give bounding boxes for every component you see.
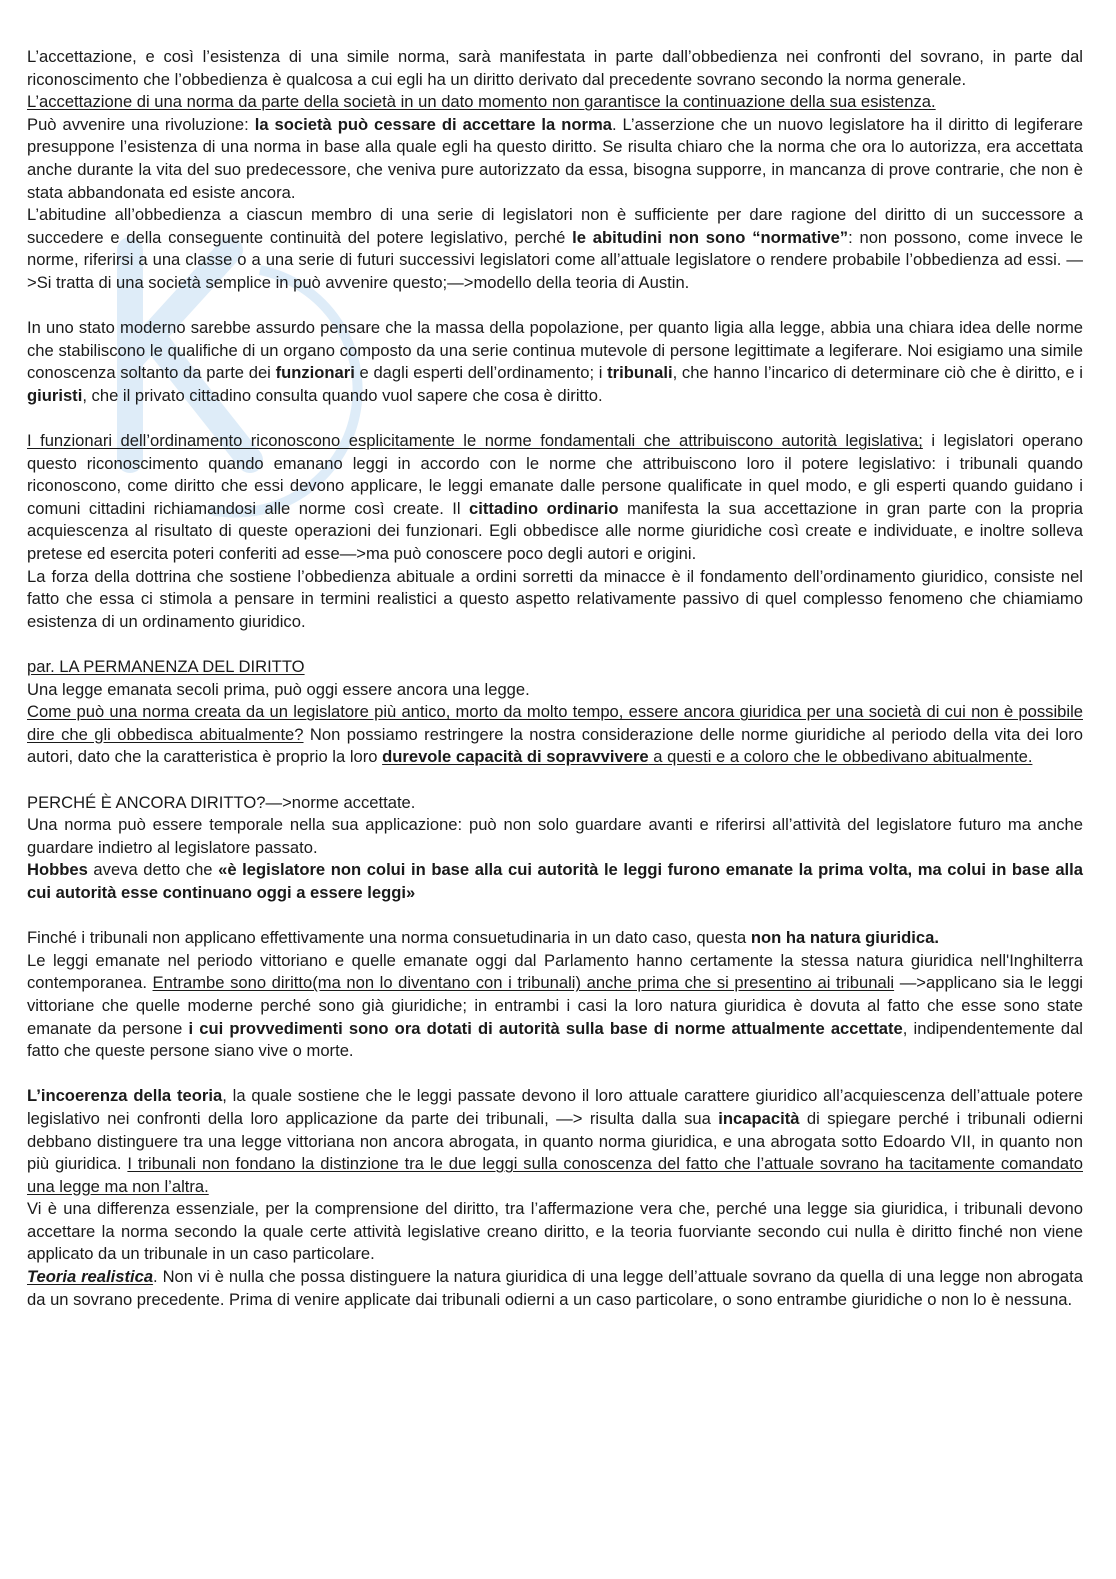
paragraph	[27, 114, 1083, 204]
bold-italic-underlined-text: Teoria realistica	[27, 1267, 154, 1287]
underlined-text: a questi e a coloro che le obbedivano abitualmente.	[648, 747, 1033, 767]
paragraph: PERCHÉ È ANCORA DIRITTO?—>norme accettate.	[27, 792, 416, 812]
paragraph: La forza della dottrina che sostiene l’obbedienza abituale a ordini sorretti da minacce è il fondamento dell’ordinamento giuridico, consiste nel fatto che essa ci stimola a pensare in termini realistici a questo aspetto relativamente passivo di quel complesso fenomeno che chiamiamo esistenza di un ordinamento giuridico.	[27, 566, 1083, 631]
text-run: manifesta la sua accettazione in gran parte con la propria acquiescenza al risultato di queste operazioni dei funzionari. Egli obbedisce alle norme giuridiche così create e individuate, e inoltre solleva pretese ed esercita poteri conferiti ad esse—>ma può conoscere poco degli autori e origini.	[27, 498, 1083, 564]
paragraph	[27, 1266, 1083, 1311]
underlined-text: Come può una norma creata da un legislatore più antico, morto da molto tempo, essere ancora giuridica per una società di cui non è possibile dire che gli obbedisca abitualmente?	[27, 702, 1083, 744]
bold-text: non ha natura giuridica.	[750, 928, 939, 948]
text-run: L’abitudine all’obbedienza a ciascun membro di una serie di legislatori non è sufficiente per dare ragione del diritto di un successore a succedere e della conseguente continuità del potere legislativo, perché	[27, 205, 1083, 247]
paragraph	[27, 950, 1083, 1063]
text-run: Finché i tribunali non applicano effettivamente una norma consuetudinaria in un dato caso, questa	[27, 928, 751, 948]
paragraph	[27, 1085, 1083, 1198]
document-page	[27, 46, 1083, 1311]
text-run: , la quale sostiene che le leggi passate devono il loro attuale carattere giuridico all’acquiescenza dell’attuale potere legislativo nei confronti della loro applicazione da parte dei tribunali, —> risulta dalla sua	[27, 1086, 1083, 1128]
paragraph	[27, 204, 1083, 294]
text-run: di spiegare perché i tribunali odierni debbano distinguere tra una legge vittoriana non ancora abrogata, in quanto norma giuridica, e una abrogata sotto Edoardo VII, in quanto non più giuridica.	[27, 1108, 1083, 1174]
bold-text: incapacità	[718, 1108, 800, 1128]
paragraph: Una legge emanata secoli prima, può oggi essere ancora una legge.	[27, 679, 530, 699]
section-heading: par. LA PERMANENZA DEL DIRITTO	[27, 657, 305, 677]
text-run: In uno stato moderno sarebbe assurdo pensare che la massa della popolazione, per quanto ligia alla legge, abbia una chiara idea delle norme che stabiliscono le qualifiche di un organo composto da una serie continua mutevole di persone legittimate a legiferare. Noi esigiamo una simile conoscenza soltanto da parte dei	[27, 318, 1083, 383]
text-run: i legislatori operano questo riconoscimento quando emanano leggi in accordo con le norme che attribuiscono loro il potere legislativo: i tribunali quando riconoscono, come diritto che essi devono applicare, le leggi emanate dalle persone qualificate in quel modo, e gli esperti quando guidano i comuni cittadini richiamandosi alle norme così create. Il	[27, 431, 1083, 518]
underlined-text: Entrambe sono diritto(ma non lo diventano con i tribunali) anche prima che si presentino ai tribunali	[152, 973, 895, 993]
bold-text: i cui provvedimenti sono ora dotati di autorità sulla base di norme attualmente accettate	[188, 1018, 903, 1038]
underlined-text: I funzionari dell’ordinamento riconoscono esplicitamente le norme fondamentali che attribuiscono autorità legislativa;	[27, 431, 923, 451]
text-run: , che hanno l’incarico di determinare ciò che è diritto, e i	[672, 363, 1083, 383]
paragraph	[27, 927, 1083, 950]
underlined-text: I tribunali non fondano la distinzione tra le due leggi sulla conoscenza del fatto che l’attuale sovrano ha tacitamente comandato una legge ma non l’altra.	[27, 1154, 1083, 1196]
paragraph	[27, 430, 1083, 566]
bold-text: le abitudini non sono “normative”	[572, 227, 849, 247]
bold-underlined-text: durevole capacità di sopravvivere	[382, 747, 649, 767]
text-run: Le leggi emanate nel periodo vittoriano e quelle emanate oggi dal Parlamento hanno certamente la stessa natura giuridica nell'Inghilterra contemporanea.	[27, 950, 1083, 993]
text-run: e dagli esperti dell’ordinamento; i	[354, 363, 608, 383]
text-run: Può avvenire una rivoluzione:	[27, 114, 255, 134]
text-run: , che il privato cittadino consulta quando vuol sapere che cosa è diritto.	[82, 385, 603, 405]
text-run: Non possiamo restringere la nostra considerazione delle norme giuridiche al periodo della vita dei loro autori, dato che la caratteristica è proprio la loro	[27, 724, 1083, 767]
bold-text: «è legislatore non colui in base alla cui autorità le leggi furono emanate la prima volta, ma colui in base alla cui autorità esse continuano oggi a essere leggi»	[27, 860, 1083, 902]
paragraph	[27, 701, 1083, 769]
text-run: . Non vi è nulla che possa distinguere la natura giuridica di una legge dell’attuale sovrano da quella di una legge non abrogata da un sovrano precedente. Prima di venire applicate dai tribunali odierni a un caso particolare, o sono entrambe giuridiche o non lo è nessuna.	[27, 1267, 1083, 1309]
paragraph	[27, 859, 1083, 904]
bold-text: la società può cessare di accettare la norma	[254, 114, 612, 134]
underlined-text: L’accettazione di una norma da parte della società in un dato momento non garantisce la continuazione della sua esistenza.	[27, 92, 936, 112]
paragraph: L’accettazione, e così l’esistenza di una simile norma, sarà manifestata in parte dall’obbedienza nei confronti del sovrano, in parte dal riconoscimento che l’obbedienza è qualcosa a cui egli ha un diritto derivato dal precedente sovrano secondo la norma generale.	[27, 47, 1083, 89]
paragraph	[27, 91, 1083, 114]
paragraph: Una norma può essere temporale nella sua applicazione: può non solo guardare avanti e riferirsi all’attività del legislatore futuro ma anche guardare indietro al legislatore passato.	[27, 815, 1083, 857]
bold-text: giuristi	[27, 385, 83, 405]
bold-text: cittadino ordinario	[469, 498, 619, 518]
text-run: : non possono, come invece le norme, riferirsi a una classe o a una serie di futuri successivi legislatori come all’attuale legislatore o rendere probabile l’obbedienza ad essi. —>Si tratta di una società semplice in può avvenire questo;—>modello della teoria di Austin.	[27, 227, 1084, 292]
bold-text: tribunali	[607, 363, 673, 383]
text-run: —>applicano sia le leggi vittoriane che quelle moderne perché sono già giuridiche; in entrambi i casi la loro natura giuridica è dovuta al fatto che esse sono state emanate da persone	[27, 973, 1083, 1038]
paragraph: Vi è una differenza essenziale, per la comprensione del diritto, tra l’affermazione vera che, perché una legge sia giuridica, i tribunali devono accettare la norma secondo la quale certe attività legislative creano diritto, e la teoria fuorviante secondo cui nulla è diritto finché non viene applicato da un tribunale in un caso particolare.	[27, 1199, 1083, 1264]
paragraph	[27, 317, 1083, 407]
bold-text: L’incoerenza della teoria	[27, 1086, 223, 1106]
text-run: . L’asserzione che un nuovo legislatore ha il diritto di legiferare presuppone l’esistenza di una norma in base alla quale egli ha questo diritto. Se risulta chiaro che la norma che ora lo autorizza, era accettata anche durante la vita del suo predecessore, che veniva pure autorizzato da essa, bisogna supporre, in mancanza di prove contrarie, che non è stata abbandonata ed esiste ancora.	[27, 114, 1083, 202]
bold-text: Hobbes	[27, 860, 88, 880]
text-run: aveva detto che	[87, 860, 219, 880]
bold-text: funzionari	[275, 363, 355, 383]
text-run: , indipendentemente dal fatto che queste persone siano vive o morte.	[27, 1018, 1083, 1061]
